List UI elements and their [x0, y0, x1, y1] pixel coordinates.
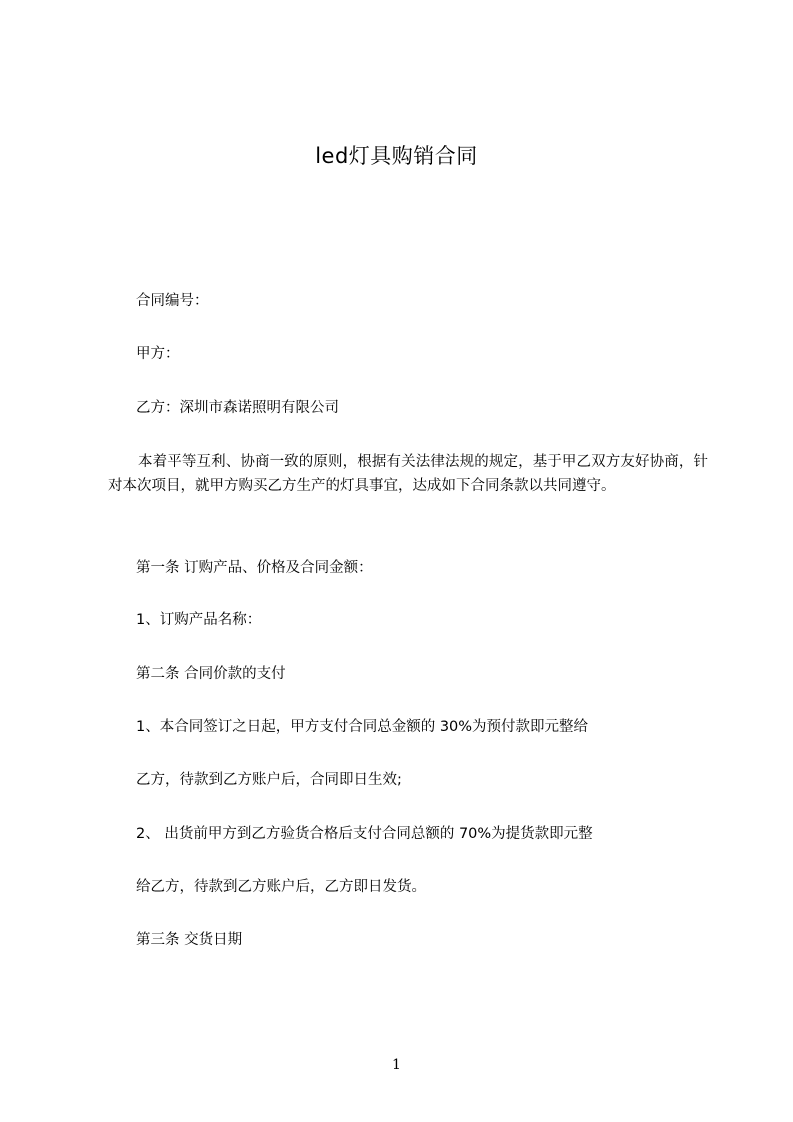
contract-number-label: 合同编号： [136, 293, 209, 309]
page-number: 1 [392, 1057, 401, 1073]
party-b-label: 乙方：深圳市森诺照明有限公司 [136, 400, 339, 416]
article-1-item-1: 1、订购产品名称： [136, 612, 262, 628]
document-title: led灯具购销合同 [315, 144, 478, 168]
preamble-paragraph: 本着平等互利、协商一致的原则，根据有关法律法规的规定，基于甲乙双方友好协商，针对本次项目，就甲方购买乙方生产的灯具事宜，达成如下合同条款以共同遵守。 [108, 454, 708, 494]
article-3-heading: 第三条 交货日期 [136, 932, 243, 948]
article-2-item-1-line-1: 1、本合同签订之日起，甲方支付合同总金额的 30%为预付款即元整给 [136, 719, 589, 735]
article-1-heading: 第一条 订购产品、价格及合同金额： [136, 560, 373, 576]
article-2-item-2-line-1: 2、 出货前甲方到乙方验货合格后支付合同总额的 70%为提货款即元整 [136, 826, 593, 842]
article-2-item-2-line-2: 给乙方，待款到乙方账户后，乙方即日发货。 [136, 879, 426, 895]
article-2-heading: 第二条 合同价款的支付 [136, 666, 286, 682]
article-2-item-1-line-2: 乙方，待款到乙方账户后，合同即日生效; [136, 772, 402, 788]
party-a-label: 甲方： [136, 346, 180, 362]
